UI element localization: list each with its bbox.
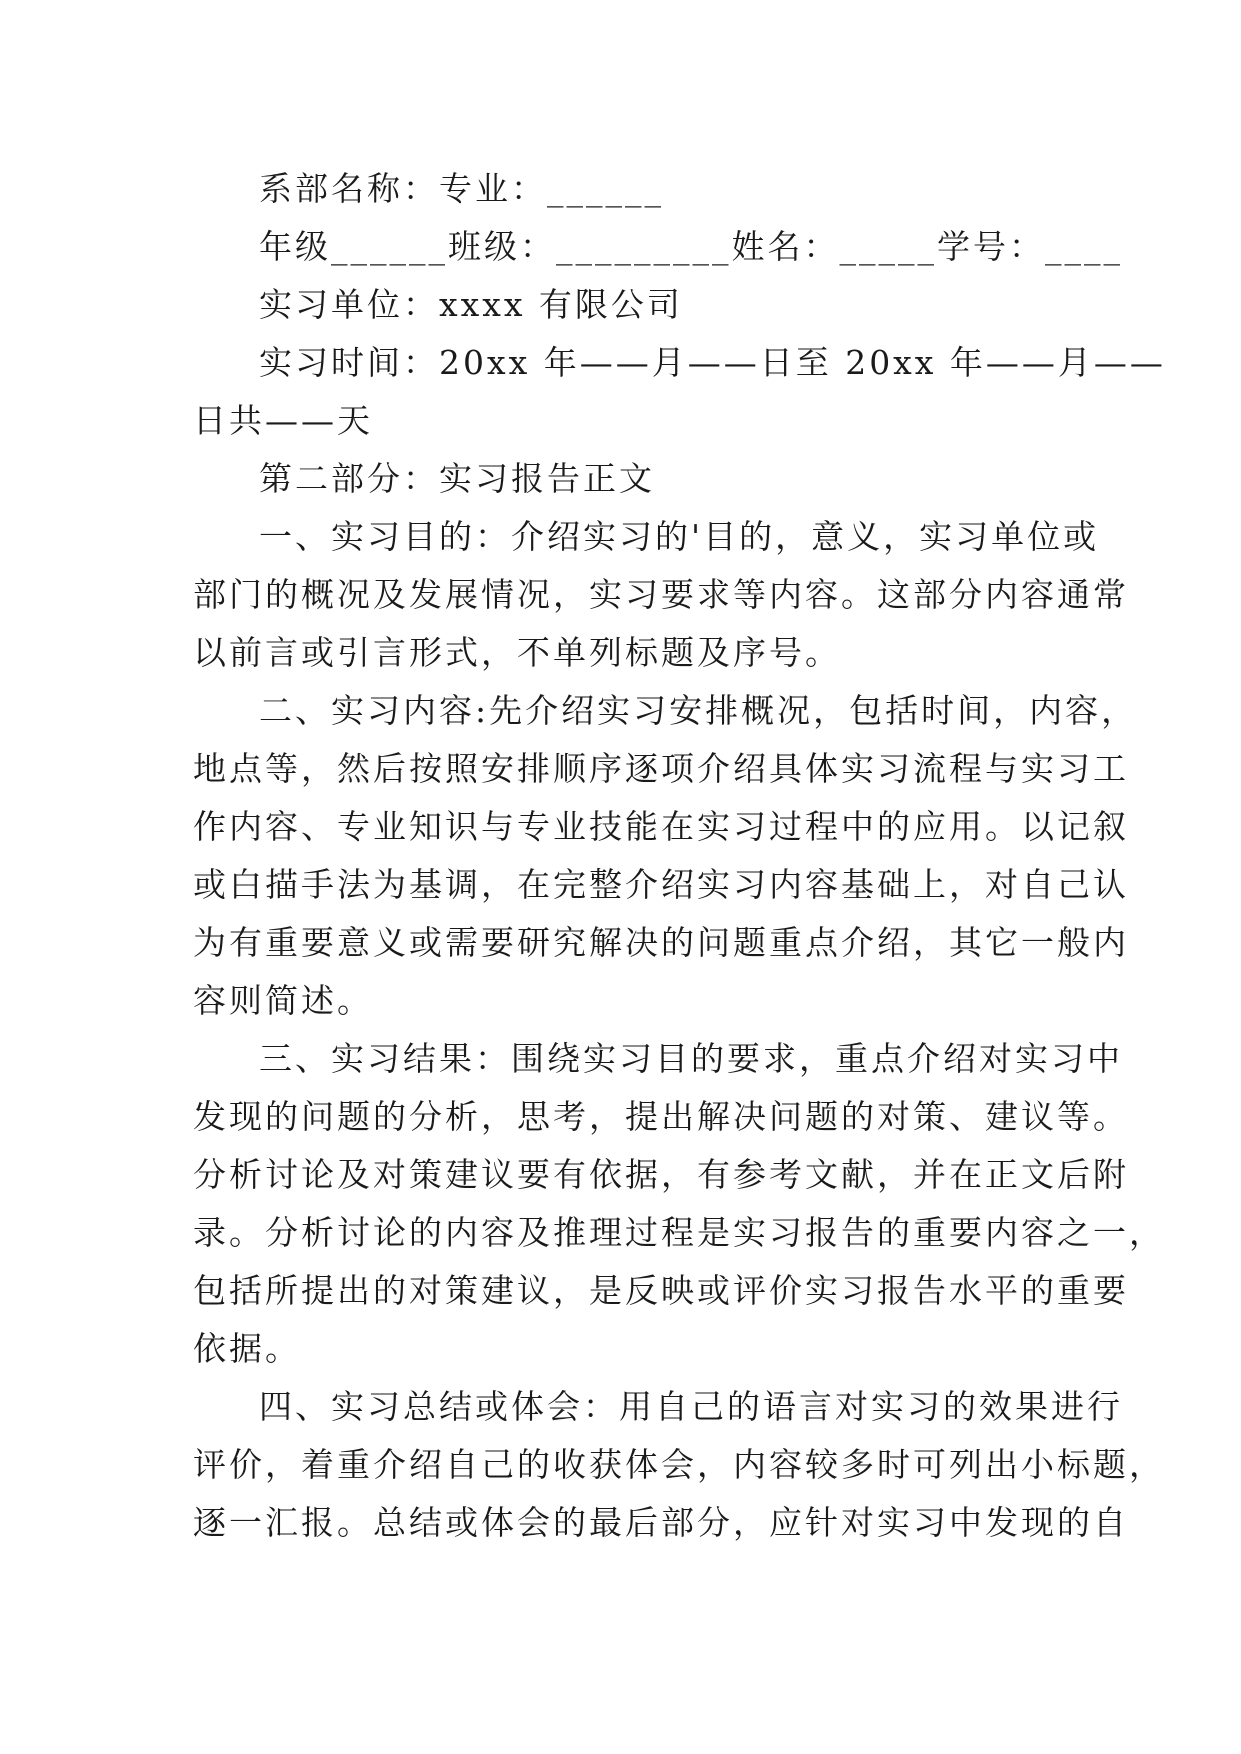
text-line: 逐一汇报。总结或体会的最后部分，应针对实习中发现的自: [193, 1503, 1129, 1542]
text-line: 二、实习内容:先介绍实习安排概况，包括时间，内容，: [259, 691, 1138, 730]
text-line-grade-class: 年级______班级：_________姓名：_____学号：____: [259, 227, 1123, 266]
text-line: 录。分析讨论的内容及推理过程是实习报告的重要内容之一，: [193, 1213, 1165, 1252]
section-heading: 第二部分：实习报告正文: [259, 459, 655, 498]
text-line: 分析讨论及对策建议要有依据，有参考文献，并在正文后附: [193, 1155, 1129, 1194]
text-line: 三、实习结果：围绕实习目的要求，重点介绍对实习中: [259, 1039, 1123, 1078]
text-line: 为有重要意义或需要研究解决的问题重点介绍，其它一般内: [193, 923, 1129, 962]
text-line-period: 实习时间：20xx 年——月——日至 20xx 年——月——: [259, 343, 1166, 382]
text-line: 或白描手法为基调，在完整介绍实习内容基础上，对自己认: [193, 865, 1129, 904]
text-line: 部门的概况及发展情况，实习要求等内容。这部分内容通常: [193, 575, 1129, 614]
text-line: 一、实习目的：介绍实习的'目的，意义，实习单位或: [259, 517, 1100, 556]
text-line: 包括所提出的对策建议，是反映或评价实习报告水平的重要: [193, 1271, 1129, 1310]
text-line: 发现的问题的分析，思考，提出解决问题的对策、建议等。: [193, 1097, 1129, 1136]
document-body: [193, 160, 1166, 1552]
text-line: 地点等，然后按照安排顺序逐项介绍具体实习流程与实习工: [193, 749, 1129, 788]
text-line-company: 实习单位：xxxx 有限公司: [259, 285, 683, 324]
text-line: 评价，着重介绍自己的收获体会，内容较多时可列出小标题，: [193, 1445, 1165, 1484]
text-line: 容则简述。: [193, 981, 373, 1020]
text-line: 依据。: [193, 1329, 301, 1368]
text-line-department: 系部名称：专业：______: [259, 169, 664, 208]
text-line: 以前言或引言形式，不单列标题及序号。: [193, 633, 841, 672]
text-line-period-cont: 日共——天: [193, 401, 373, 440]
text-line: 四、实习总结或体会：用自己的语言对实习的效果进行: [259, 1387, 1123, 1426]
text-line: 作内容、专业知识与专业技能在实习过程中的应用。以记叙: [193, 807, 1129, 846]
